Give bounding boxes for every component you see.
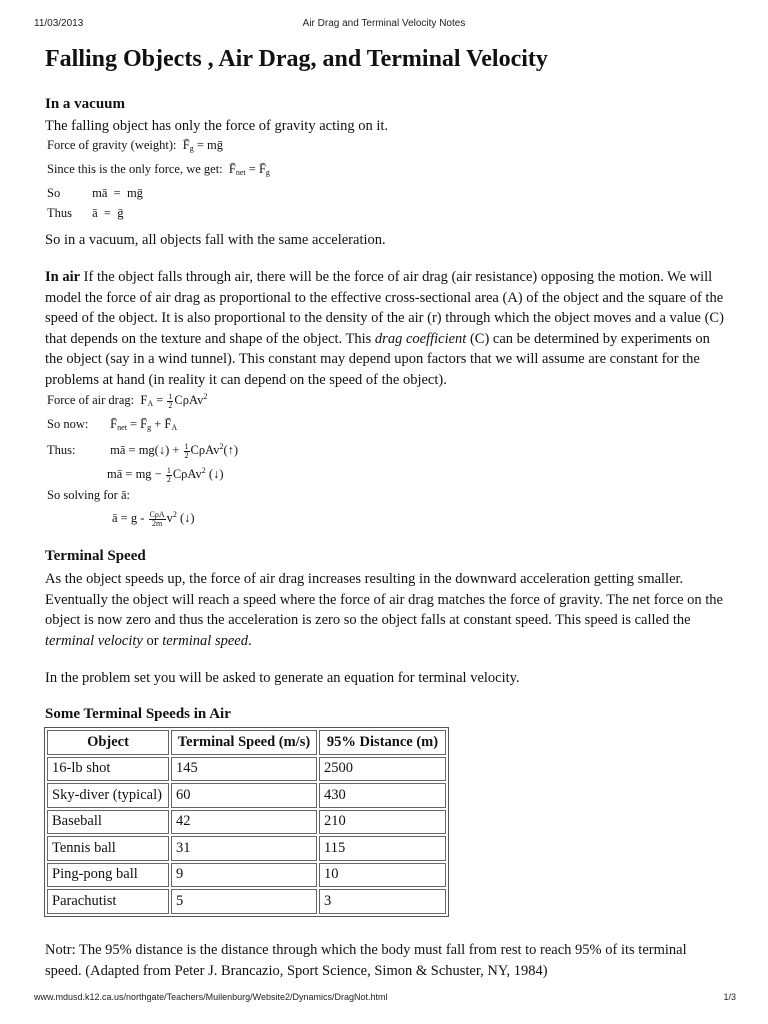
- terminal-velocity-term: terminal velocity: [45, 632, 143, 649]
- table-cell: Tennis ball: [47, 836, 169, 861]
- terminal-problem-set: In the problem set you will be asked to generate an equation for terminal velocity.: [45, 670, 520, 686]
- air-heading: In air: [45, 269, 81, 285]
- table-cell: 9: [171, 863, 317, 888]
- print-title: Air Drag and Terminal Velocity Notes: [302, 18, 466, 29]
- terminal-or: or: [146, 632, 159, 649]
- air-text-end: (C) can be determined by experiments on the object (say in a wind tunnel). This constant may depend upon factors that we will assume are constant for the problems at hand (in reality it can depend on the speed of the object).: [45, 330, 710, 388]
- table-cell: 60: [171, 783, 317, 808]
- equation-air-drag: Force of air drag: $F_A$ = $\frac{1}{2}$ CρAv$^2$: [47, 391, 208, 410]
- column-header-object: Object: [47, 730, 169, 755]
- table-header-row: [47, 730, 446, 755]
- vacuum-intro: The falling object has only the force of gravity acting on it.: [45, 118, 389, 134]
- equation-solve-label: [47, 488, 130, 503]
- table-row: [47, 783, 446, 808]
- table-cell: 16-lb shot: [47, 757, 169, 782]
- terminal-speed-term: terminal speed: [162, 632, 248, 649]
- column-header-distance: 95% Distance (m): [319, 730, 446, 755]
- table-row: [47, 863, 446, 888]
- table-cell: 115: [319, 836, 446, 861]
- table-note: Notr: The 95% distance is the distance through which the body must fall from rest to reach 95% of its terminal speed. (Adapted from Peter J. Brancazio, Sport Science, Simon & Schuster, NY, 1984): [45, 942, 687, 979]
- table-cell: Ping-pong ball: [47, 863, 169, 888]
- air-paragraph: [45, 267, 725, 391]
- table-cell: 5: [171, 889, 317, 914]
- equation-thus-1: Thus: mā = mg(↓) + $\frac{1}{2}$ CρAv$^2$(↑): [47, 441, 239, 460]
- equation-net-air: So now: $F̄_{net}$ = $F̄_g$ + $F̄_A$: [47, 417, 178, 432]
- table-cell: 2500: [319, 757, 446, 782]
- table-cell: 31: [171, 836, 317, 861]
- table-cell: 42: [171, 810, 317, 835]
- terminal-speeds-table: [44, 727, 449, 917]
- print-date: 11/03/2013: [34, 18, 84, 29]
- equation-label: Thus: [47, 206, 72, 220]
- vacuum-heading: In a vacuum: [45, 96, 126, 112]
- terminal-heading: Terminal Speed: [45, 548, 146, 564]
- table-row: [47, 889, 446, 914]
- table-cell: Parachutist: [47, 889, 169, 914]
- equation-ma: So mā = mḡ: [47, 186, 143, 200]
- equation-label: So solving for ā:: [47, 488, 130, 502]
- table-row: [47, 810, 446, 835]
- equation-acceleration: ā = g - $\frac{\text{CρA}}{2m}$ $v^2$ (↓): [112, 509, 195, 528]
- table-row: [47, 757, 446, 782]
- equation-net-force: Since this is the only force, we get: $F̄_{net}$ = $F̄_g$: [47, 162, 270, 177]
- equation-a: Thus ā = ḡ: [47, 206, 124, 220]
- drag-coefficient-term: drag coefficient: [374, 330, 467, 347]
- column-header-terminal-speed: Terminal Speed (m/s): [171, 730, 317, 755]
- table-cell: 210: [319, 810, 446, 835]
- equation-label: So: [47, 186, 61, 200]
- table-row: [47, 836, 446, 861]
- equation-label: Since this is the only force, we get:: [47, 162, 223, 176]
- equation-label: Force of air drag:: [47, 393, 135, 407]
- vacuum-conclusion: So in a vacuum, all objects fall with the same acceleration.: [45, 232, 386, 248]
- table-cell: 145: [171, 757, 317, 782]
- equation-thus-2: mā = mg − $\frac{1}{2}$ CρAv$^2$ (↓): [107, 465, 224, 484]
- equation-label: Thus:: [47, 443, 76, 457]
- page-title: Falling Objects , Air Drag, and Terminal Velocity: [45, 46, 548, 72]
- air-text: If the object falls through air, there will be the force of air drag (air resistance) opposing the motion. We will model the force of air drag as proportional to the effective cross-sectional area (A) of the object and the square of the speed of the object. It is also proportional to the density of the air (r) through which the object moves and a value (C) that depends on the texture and shape of the object. This: [45, 269, 724, 347]
- table-cell: Sky-diver (typical): [47, 783, 169, 808]
- table-cell: Baseball: [47, 810, 169, 835]
- table-heading: Some Terminal Speeds in Air: [45, 706, 231, 722]
- table-cell: 430: [319, 783, 446, 808]
- equation-weight: Force of gravity (weight): $F̄_g$ = mḡ: [47, 138, 223, 153]
- print-page-number: 1/3: [723, 992, 736, 1002]
- equation-label: Force of gravity (weight):: [47, 138, 177, 152]
- table-cell: 10: [319, 863, 446, 888]
- equation-label: So now:: [47, 417, 89, 431]
- print-url: www.mdusd.k12.ca.us/northgate/Teachers/Muilenburg/Website2/Dynamics/DragNot.html: [34, 992, 388, 1002]
- table-cell: 3: [319, 889, 446, 914]
- terminal-text: As the object speeds up, the force of air drag increases resulting in the downward acceleration getting smaller. Eventually the object will reach a speed where the force of air drag matches the force of gravity. The net force on the object is now zero and thus the acceleration is zero so the object falls at constant speed. This speed is called the: [45, 571, 723, 629]
- terminal-paragraph: As the object speeds up, the force of air drag increases resulting in the downward acceleration getting smaller. Eventually the object will reach a speed where the force of air drag matches the force of gravity. The net force on the object is now zero and thus the acceleration is zero so the object falls at constant speed. This speed is called the terminal velocity or terminal speed.: [45, 571, 723, 649]
